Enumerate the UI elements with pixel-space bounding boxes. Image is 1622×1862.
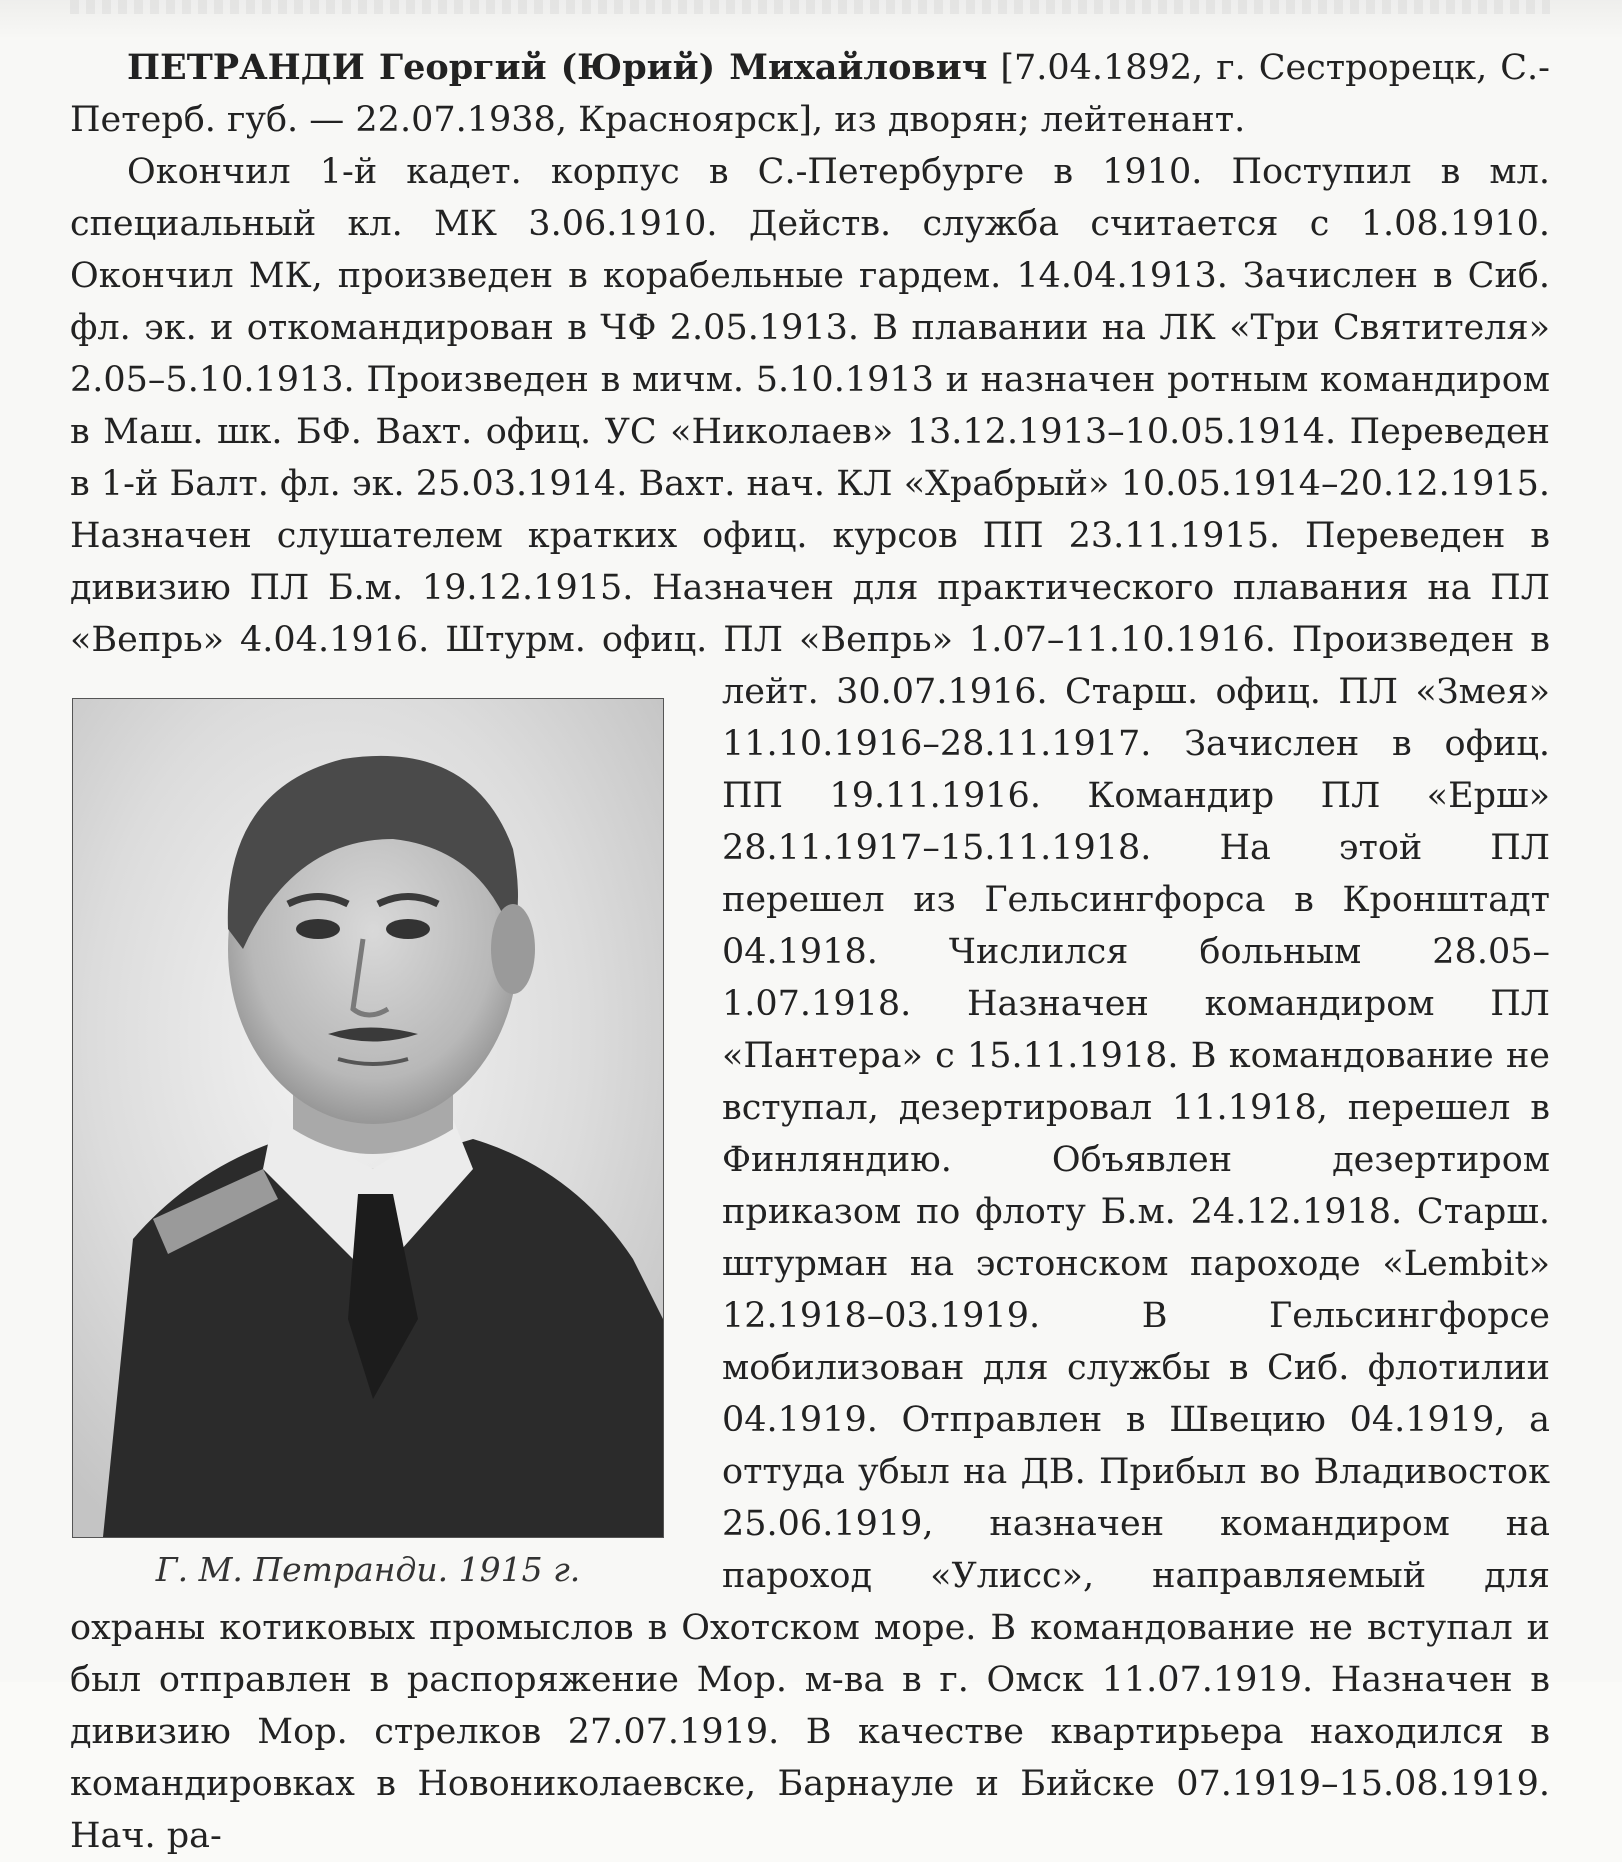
portrait-frame [72,698,664,1538]
entry-header-details: [7.04.1892, г. Сестрорецк, С.-Петерб. губ. — 22.07.1938, Красноярск], из дворян; лейтенант. [70,48,1550,140]
portrait-illustration [73,699,663,1537]
entry-body: Окончил 1-й кадет. корпус в С.-Петербурге в 1910. Поступил в мл. специальный кл. МК 3.06.1910. Действ. служба считается с 1.08.1910. Окончил МК, произведен в корабельные гардем. 14.04.1913. Зачислен в Сиб. фл. эк. и откомандирован в ЧФ 2.05.1913. В плавании на ЛК «Три Святителя» 2.05–5.10.1913. Произведен в мичм. 5.10.1913 и назначен ротным командиром в Маш. шк. БФ. Вахт. офиц. УС «Николаев» 13.12.1913–10.05.1914. Переведен в 1-й Балт. фл. эк. 25.03.1914. Вахт. нач. КЛ «Храбрый» 10.05.1914–20.12.1915. Назначен слушателем кратких офиц. курсов ПП 23.11.1915. Переведен в дивизию ПЛ Б.м. 19.12.1915. Назначен для практического плавания на ПЛ «Вепрь» 4.04.1916. Штурм. офиц. ПЛ «Вепрь» 1.07–11.10.1916. Произведен в лейт. 30.07.1916. Старш. офиц. ПЛ «Змея» 11.10.1916–28.11.1917. Зачислен в офиц. ПП 19.11.1916. Командир ПЛ «Ерш» 28.11.1917–15.11.1918. На этой ПЛ перешел из Гельсингфорса в Кронштадт 04.1918. Числился больным 28.05–1.07.1918. Назначен командиром ПЛ «Пантера» с 15.11.1918. В командование не вступал, дезертировал 11.1918, перешел в Финляндию. Объявлен дезертиром приказом по флоту Б.м. 24.12.1918. Старш. штурман на эстонском пароходе «Lembit» 12.1918–03.1919. В Гельсингфорсе мобилизован для службы в Сиб. флотилии 04.1919. Отправлен в Швецию 04.1919, а оттуда убыл на ДВ. Прибыл во Владивосток 25.06.1919, назначен командиром на пароход «Улисс», направляемый для охраны котиковых промыслов в Охотском море. В командование не вступал и был отправлен в распоряжение Мор. м-ва в г. Омск 11.07.1919. Назначен в дивизию Мор. стрелков 27.07.1919. В качестве квартирьера находился в командировках в Новониколаевске, Барнауле и Бийске 07.1919–15.08.1919. Нач. ра- [70,152,1550,1856]
previous-page-bleed-through [70,0,1550,14]
photo-caption: Г. М. Петранди. 1915 г. [155,1550,581,1589]
entry-header [70,42,1550,146]
person-name: ПЕТРАНДИ Георгий (Юрий) Михайлович [127,47,988,88]
portrait-photo [72,698,664,1538]
